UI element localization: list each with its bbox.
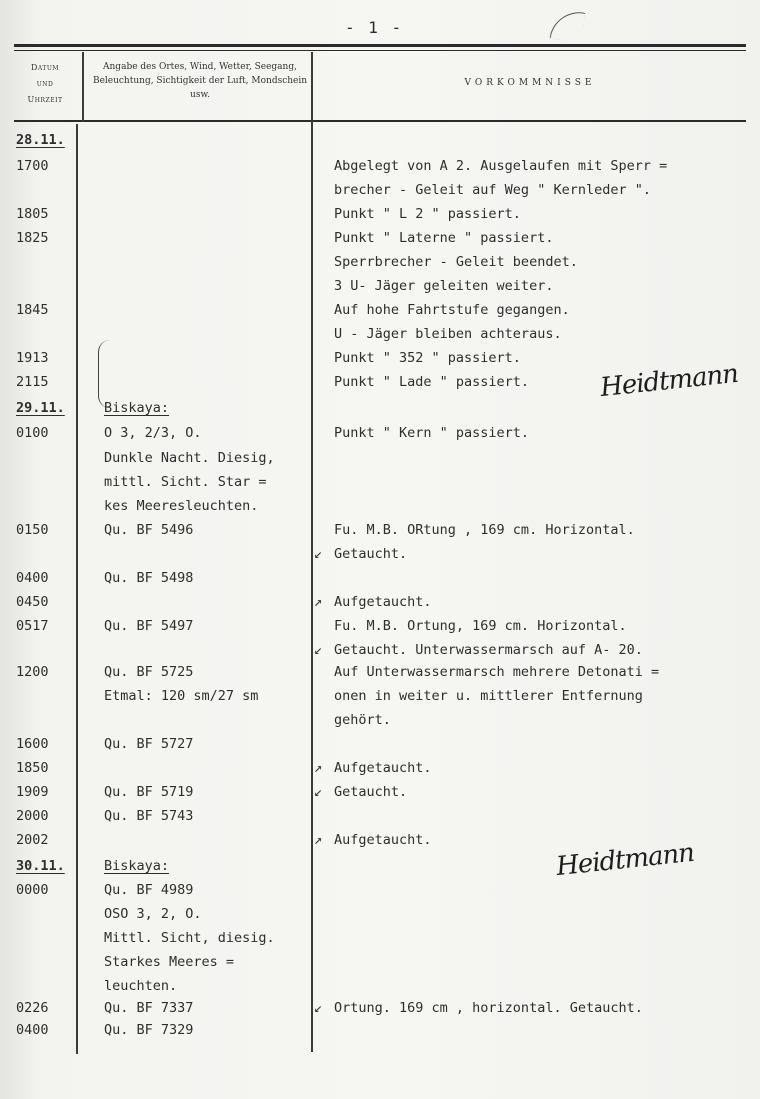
- entry-time: 1850: [16, 760, 49, 776]
- entry-place: Qu. BF 5743: [104, 808, 194, 824]
- entry-event: Sperrbrecher - Geleit beendet.: [334, 254, 578, 270]
- entry-event: Getaucht.: [334, 784, 408, 800]
- entry-event: Aufgetaucht.: [334, 832, 432, 848]
- entry-event: 3 U- Jäger geleiten weiter.: [334, 278, 554, 294]
- margin-bracket: [98, 340, 113, 408]
- entry-place: Qu. BF 7337: [104, 1000, 194, 1016]
- entry-time: 1825: [16, 230, 49, 246]
- entry-time: 1200: [16, 664, 49, 680]
- entry-place: Qu. BF 7329: [104, 1022, 194, 1038]
- entry-event: brecher - Geleit auf Weg " Kernleder ".: [334, 182, 651, 198]
- entry-time: 1700: [16, 158, 49, 174]
- entry-time: 1845: [16, 302, 49, 318]
- entry-time: 2000: [16, 808, 49, 824]
- entry-time: 0226: [16, 1000, 49, 1016]
- signature: Heidtmann: [554, 837, 696, 883]
- entry-event: Getaucht. Unterwassermarsch auf A- 20.: [334, 642, 643, 658]
- entry-time: 1600: [16, 736, 49, 752]
- entry-time: 0150: [16, 522, 49, 538]
- entry-event: Punkt " Laterne " passiert.: [334, 230, 554, 246]
- entry-event: Aufgetaucht.: [334, 760, 432, 776]
- arrow-up-icon: ↗: [314, 594, 323, 610]
- page-number: - 1 -: [345, 18, 404, 37]
- entry-place: Qu. BF 5719: [104, 784, 194, 800]
- entry-time: 2002: [16, 832, 49, 848]
- entry-date: 30.11.: [16, 858, 65, 874]
- entry-place: Qu. BF 5498: [104, 570, 194, 586]
- entry-event: Ortung. 169 cm , horizontal. Getaucht.: [334, 1000, 643, 1016]
- entry-event: gehört.: [334, 712, 391, 728]
- header-place: Angabe des Ortes, Wind, Wetter, Seegang, Beleuchtung, Sichtigkeit der Luft, Mondschein usw.: [92, 62, 308, 100]
- entry-place: OSO 3, 2, O.: [104, 906, 202, 922]
- entry-date: 28.11.: [16, 132, 65, 148]
- entry-event: Auf hohe Fahrtstufe gegangen.: [334, 302, 570, 318]
- entry-time: 0400: [16, 1022, 49, 1038]
- entry-place: Starkes Meeres =: [104, 954, 235, 970]
- column-divider-place: [311, 52, 313, 1052]
- entry-event: Punkt " 352 " passiert.: [334, 350, 521, 366]
- column-divider-date-body: [76, 124, 78, 1054]
- entry-time: 0450: [16, 594, 49, 610]
- entry-event: Punkt " L 2 " passiert.: [334, 206, 521, 222]
- arrow-up-icon: ↗: [314, 832, 323, 848]
- arrow-down-icon: ↙: [314, 546, 323, 562]
- entry-place: Biskaya:: [104, 400, 170, 416]
- pen-mark: [550, 8, 586, 44]
- header-date: Datum und Uhrzeit: [27, 63, 63, 104]
- header-events: VORKOMMNISSE: [464, 78, 596, 88]
- header-bottom-rule: [14, 120, 746, 122]
- arrow-up-icon: ↗: [314, 760, 323, 776]
- entry-time: 1909: [16, 784, 49, 800]
- entry-event: Aufgetaucht.: [334, 594, 432, 610]
- entry-time: 2115: [16, 374, 49, 390]
- entry-event: Abgelegt von A 2. Ausgelaufen mit Sperr =: [334, 158, 668, 174]
- arrow-down-icon: ↙: [314, 642, 323, 658]
- entry-place: kes Meeresleuchten.: [104, 498, 259, 514]
- entry-place: Biskaya:: [104, 858, 170, 874]
- entry-place: Etmal: 120 sm/27 sm: [104, 688, 259, 704]
- entry-time: 0100: [16, 425, 49, 441]
- entry-time: 1805: [16, 206, 49, 222]
- entry-place: Qu. BF 5725: [104, 664, 194, 680]
- entry-event: onen in weiter u. mittlerer Entfernung: [334, 688, 643, 704]
- entry-place: Dunkle Nacht. Diesig,: [104, 450, 275, 466]
- entry-time: 0000: [16, 882, 49, 898]
- arrow-down-icon: ↙: [314, 1000, 323, 1016]
- entry-event: U - Jäger bleiben achteraus.: [334, 326, 562, 342]
- entry-place: leuchten.: [104, 978, 178, 994]
- top-rule: [14, 44, 746, 47]
- column-divider-date: [82, 52, 84, 122]
- entry-time: 0400: [16, 570, 49, 586]
- entry-place: Qu. BF 5496: [104, 522, 194, 538]
- entry-time: 0517: [16, 618, 49, 634]
- entry-place: Qu. BF 5727: [104, 736, 194, 752]
- signature: Heidtmann: [598, 358, 740, 404]
- entry-date: 29.11.: [16, 400, 65, 416]
- entry-place: Mittl. Sicht, diesig.: [104, 930, 275, 946]
- entry-event: Punkt " Kern " passiert.: [334, 425, 530, 441]
- top-rule-thin: [14, 50, 746, 51]
- entry-place: Qu. BF 4989: [104, 882, 194, 898]
- entry-event: Getaucht.: [334, 546, 408, 562]
- entry-time: 1913: [16, 350, 49, 366]
- entry-place: mittl. Sicht. Star =: [104, 474, 267, 490]
- arrow-down-icon: ↙: [314, 784, 323, 800]
- entry-event: Auf Unterwassermarsch mehrere Detonati =: [334, 664, 660, 680]
- entry-event: Fu. M.B. ORtung , 169 cm. Horizontal.: [334, 522, 635, 538]
- entry-place: Qu. BF 5497: [104, 618, 194, 634]
- entry-place: O 3, 2/3, O.: [104, 425, 202, 441]
- entry-event: Fu. M.B. Ortung, 169 cm. Horizontal.: [334, 618, 627, 634]
- entry-event: Punkt " Lade " passiert.: [334, 374, 530, 390]
